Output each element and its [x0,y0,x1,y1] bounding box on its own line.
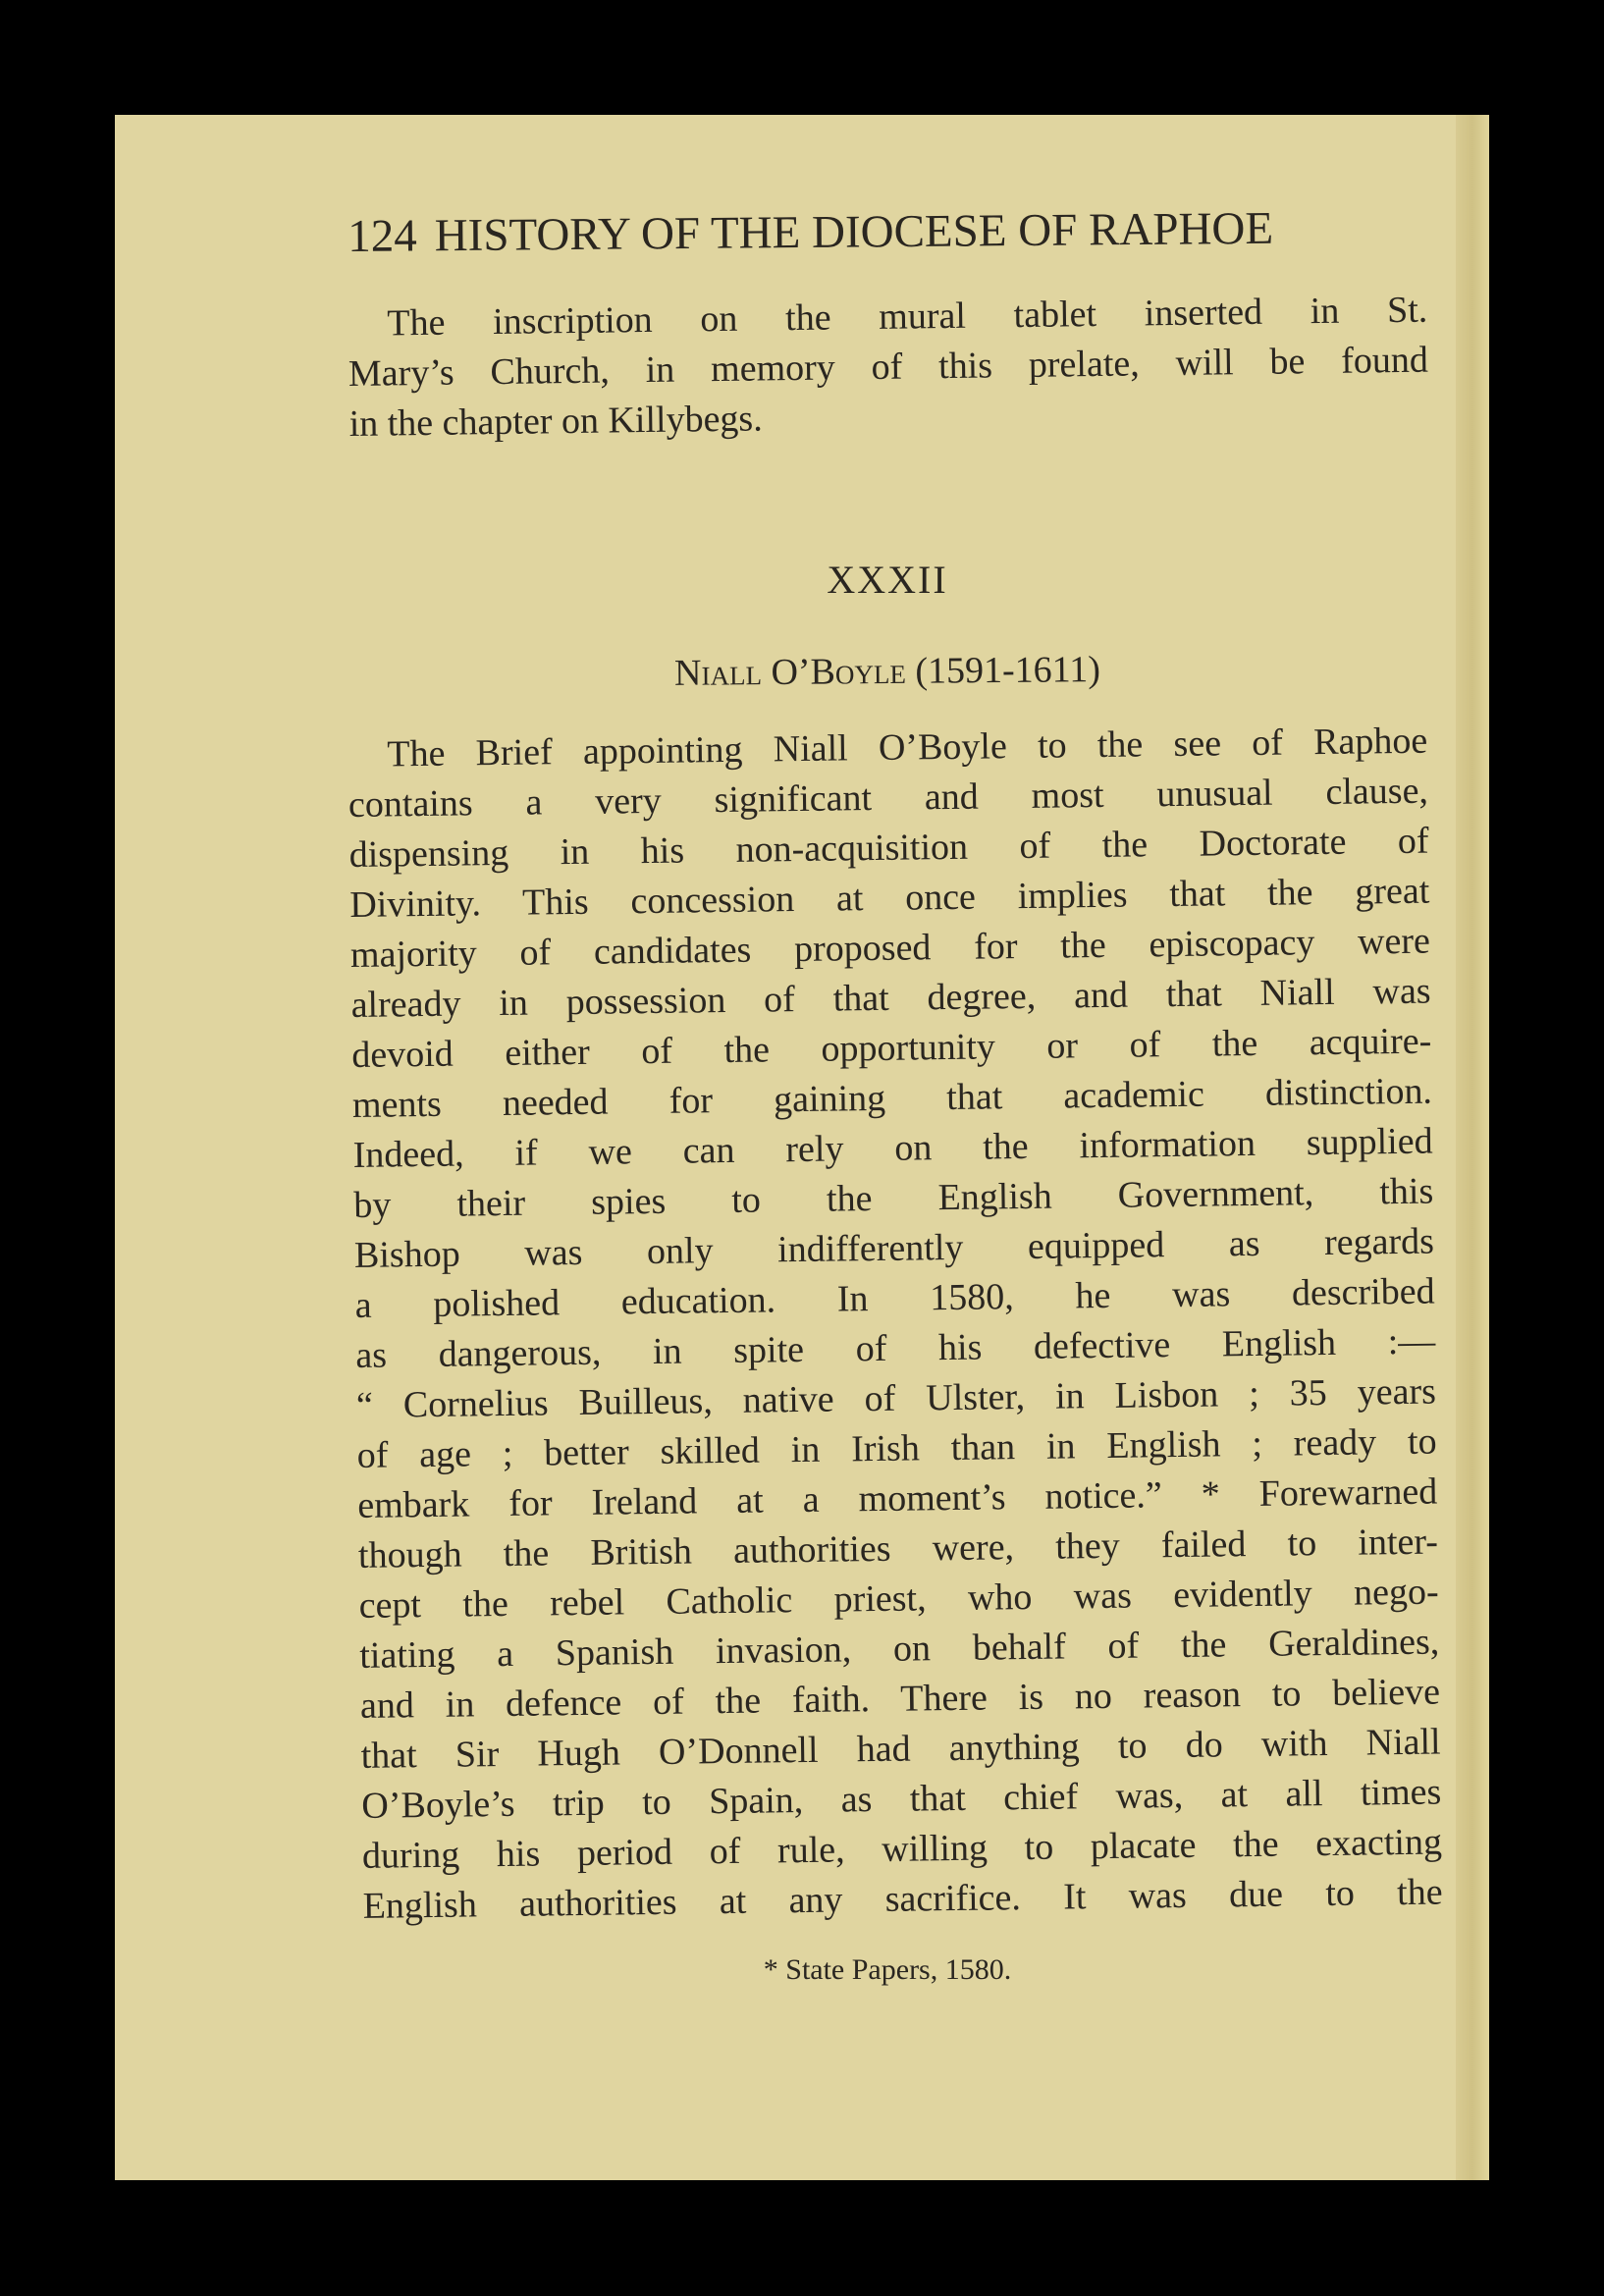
text-line: devoid either of the opportunity or of the acquire- [351,1020,1432,1076]
text-line: Bishop was only indifferently equipped as regards [353,1220,1435,1276]
book-page [115,115,1489,2180]
intro-paragraph [348,286,1429,450]
text-line: though the British authorities were, they failed to inter- [357,1521,1439,1576]
chapter-title: Niall O’Boyle (1591-1611) [673,649,1101,694]
text-line: Mary’s Church, in memory of this prelate, will be found [348,339,1429,395]
text-line: embark for Ireland at a moment’s notice.” * Forewarned [357,1470,1438,1526]
text-line: cept the rebel Catholic priest, who was evidently nego- [358,1571,1439,1627]
text-line: as dangerous, in spite of his defective English :— [355,1320,1436,1376]
text-line: and in defence of the faith. There is no reason to believe [359,1671,1441,1727]
body-paragraph [348,717,1443,1932]
text-line: already in possession of that degree, and that Niall was [350,970,1431,1026]
footnote: * State Papers, 1580. [763,1953,1012,1986]
text-line: “ Cornelius Builleus, native of Ulster, in Lisbon ; 35 years [355,1370,1437,1426]
text-line: Indeed, if we can rely on the information supplied [352,1120,1433,1176]
text-line: majority of candidates proposed for the episcopacy were [349,920,1431,976]
running-title: HISTORY OF THE DIOCESE OF RAPHOE [434,202,1274,262]
text-line: English authorities at any sacrifice. It was due to the [362,1871,1443,1927]
text-line: O’Boyle’s trip to Spain, as that chief was, at all times [361,1771,1442,1827]
text-line: that Sir Hugh O’Donnell had anything to do with Niall [360,1721,1441,1777]
text-line: The Brief appointing Niall O’Boyle to the see of Raphoe [387,720,1428,775]
chapter-number: XXXII [827,558,948,602]
text-line: during his period of rule, willing to placate the exacting [361,1821,1443,1877]
text-line: ments needed for gaining that academic distinction. [351,1070,1433,1126]
text-line: Divinity. This concession at once implies that the great [349,870,1430,926]
page-edge-shadow [1456,115,1489,2180]
text-line: dispensing in his non-acquisition of the Doctorate of [348,820,1429,876]
text-line: in the chapter on Killybegs. [348,398,763,445]
text-line: The inscription on the mural tablet inserted in St. [387,289,1428,345]
text-line: contains a very significant and most unusual clause, [348,770,1429,826]
text-line: by their spies to the English Government, this [353,1170,1434,1226]
text-line: of age ; better skilled in Irish than in English ; ready to [356,1420,1437,1476]
running-head [348,201,1330,279]
text-line: a polished education. In 1580, he was described [354,1270,1435,1326]
text-line: tiating a Spanish invasion, on behalf of the Geraldines, [359,1621,1440,1677]
page-number: 124 [348,210,417,262]
